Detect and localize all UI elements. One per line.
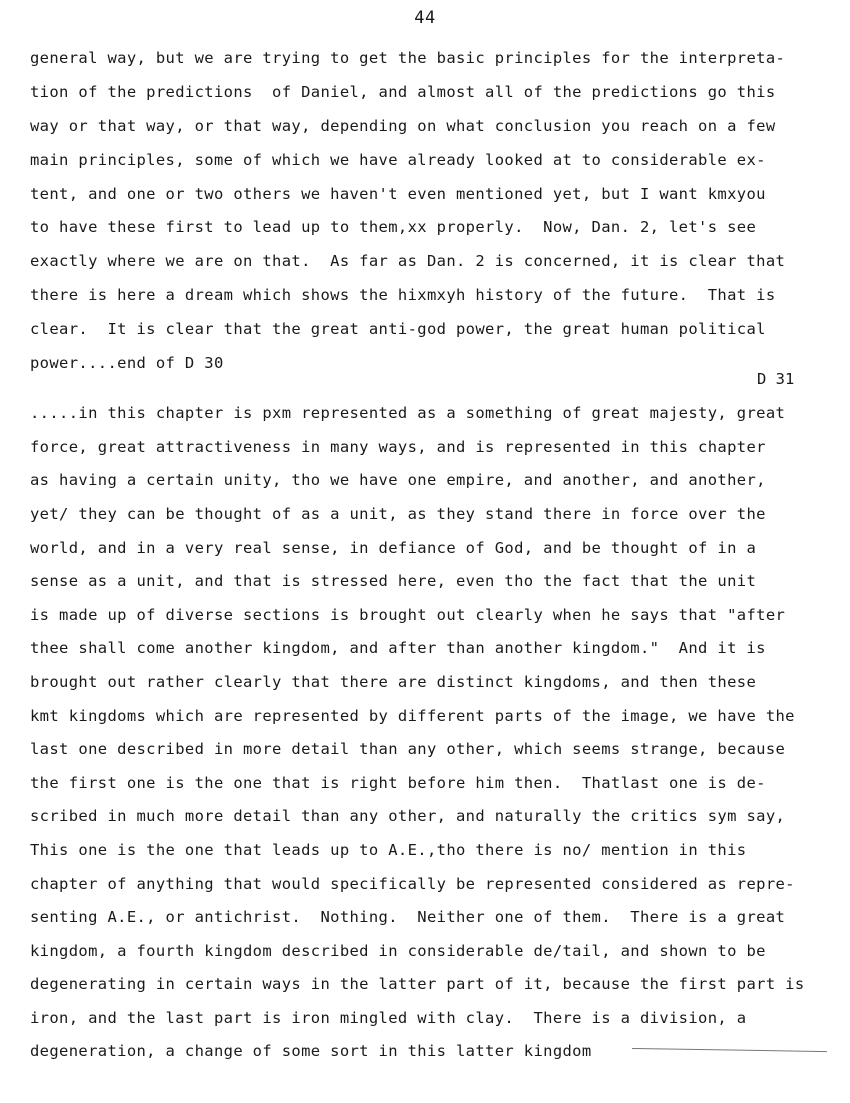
text-line: exactly where we are on that. As far as Dan. 2 is concerned, it is clear that bbox=[30, 252, 786, 270]
text-line: degeneration, a change of some sort in this latter kingdom bbox=[30, 1042, 592, 1060]
text-line: scribed in much more detail than any other, and naturally the critics sym say, bbox=[30, 807, 786, 825]
text-line: thee shall come another kingdom, and after than another kingdom." And it is bbox=[30, 639, 766, 657]
text-line: general way, but we are trying to get the basic principles for the interpreta- bbox=[30, 49, 786, 67]
text-line: the first one is the one that is right before him then. Thatlast one is de- bbox=[30, 774, 766, 792]
text-line: degenerating in certain ways in the latter part of it, because the first part is bbox=[30, 975, 805, 993]
section-marker: D 31 bbox=[757, 370, 795, 388]
text-line: .....in this chapter is pxm represented as a something of great majesty, great bbox=[30, 404, 786, 422]
page-number: 44 bbox=[414, 8, 436, 28]
text-line: way or that way, or that way, depending on what conclusion you reach on a few bbox=[30, 117, 776, 135]
text-line: as having a certain unity, tho we have one empire, and another, and another, bbox=[30, 471, 766, 489]
text-line: iron, and the last part is iron mingled with clay. There is a division, a bbox=[30, 1009, 747, 1027]
text-line: sense as a unit, and that is stressed here, even tho the fact that the unit bbox=[30, 572, 757, 590]
text-line: yet/ they can be thought of as a unit, as they stand there in force over the bbox=[30, 505, 766, 523]
text-line: there is here a dream which shows the hixmxyh history of the future. That is bbox=[30, 286, 776, 304]
text-line: tent, and one or two others we haven't even mentioned yet, but I want kmxyou bbox=[30, 185, 766, 203]
end-of-text-rule bbox=[632, 1048, 827, 1052]
text-line: is made up of diverse sections is brought out clearly when he says that "after bbox=[30, 606, 786, 624]
text-line: senting A.E., or antichrist. Nothing. Neither one of them. There is a great bbox=[30, 908, 786, 926]
text-line: last one described in more detail than any other, which seems strange, because bbox=[30, 740, 786, 758]
text-line: force, great attractiveness in many ways, and is represented in this chapter bbox=[30, 438, 766, 456]
text-line: chapter of anything that would specifically be represented considered as repre- bbox=[30, 875, 795, 893]
text-line: world, and in a very real sense, in defiance of God, and be thought of in a bbox=[30, 539, 757, 557]
text-line: to have these first to lead up to them,xx properly. Now, Dan. 2, let's see bbox=[30, 218, 757, 236]
text-line: This one is the one that leads up to A.E.,tho there is no/ mention in this bbox=[30, 841, 747, 859]
text-line: main principles, some of which we have already looked at to considerable ex- bbox=[30, 151, 766, 169]
text-line: tion of the predictions of Daniel, and almost all of the predictions go this bbox=[30, 83, 776, 101]
text-line: kingdom, a fourth kingdom described in considerable de/tail, and shown to be bbox=[30, 942, 766, 960]
text-line: power....end of D 30 bbox=[30, 354, 224, 372]
text-line: clear. It is clear that the great anti-god power, the great human political bbox=[30, 320, 766, 338]
text-line: kmt kingdoms which are represented by different parts of the image, we have the bbox=[30, 707, 795, 725]
text-line: brought out rather clearly that there are distinct kingdoms, and then these bbox=[30, 673, 757, 691]
